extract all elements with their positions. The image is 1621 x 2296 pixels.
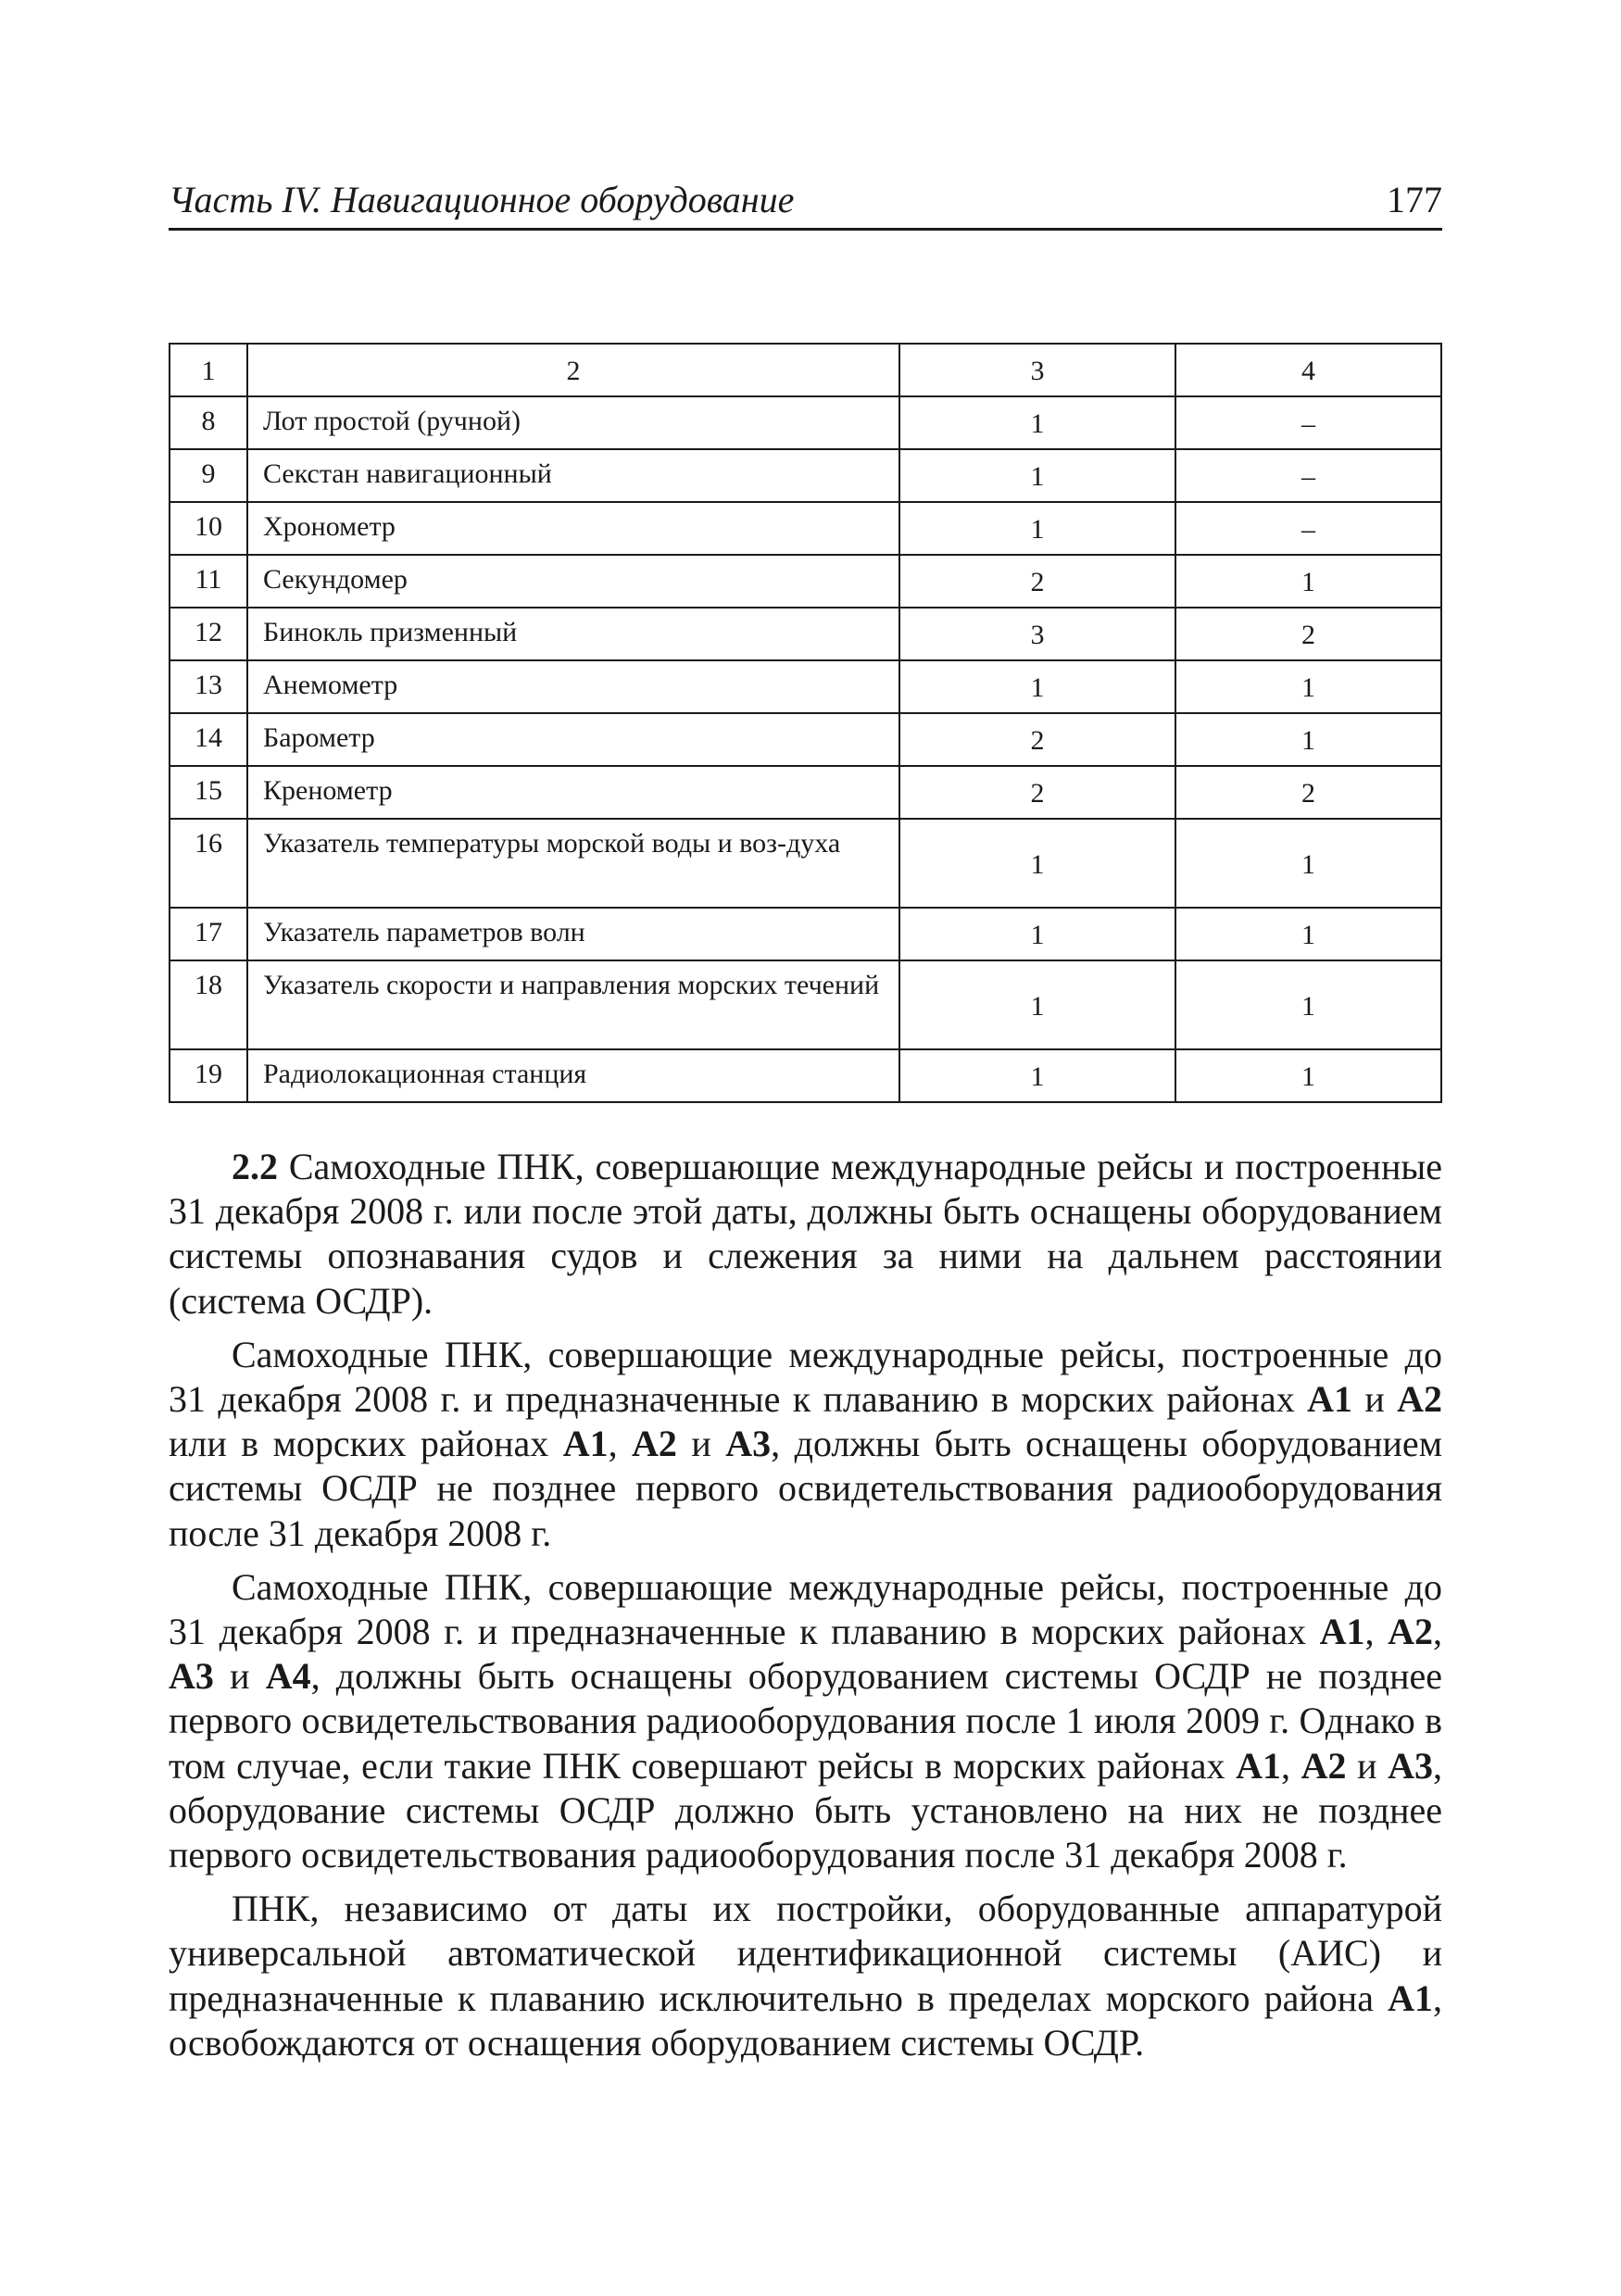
quantity-col3: 2: [899, 766, 1175, 819]
paragraph-text: , должны быть оснащены оборудованием системы ОСДР не позднее первого освидетельствования радиооборудования после 31 декабря 2008 г.: [169, 1423, 1442, 1554]
quantity-col3: 1: [899, 502, 1175, 555]
paragraph-text: Самоходные ПНК, совершающие международные рейсы, построенные до 31 декабря 2008 г. и предназначенные к плаванию в морских районах: [169, 1333, 1442, 1421]
paragraph-text: Самоходные ПНК, совершающие международные рейсы и построенные 31 декабря 2008 г. или после этой даты, должны быть оснащены оборудованием системы опознавания судов и слежения за ними на дальнем расстоянии (система ОСДР).: [169, 1146, 1442, 1322]
paragraph-text: ПНК, независимо от даты их постройки, оборудованные аппаратурой универсальной автоматической идентификационной системы (АИС) и предназначенные к плаванию исключительно в пределах морского района: [169, 1888, 1442, 2019]
row-number: 17: [170, 908, 247, 960]
row-number: 19: [170, 1049, 247, 1102]
sea-area-code: А2: [1388, 1611, 1434, 1653]
sea-area-code: А3: [725, 1423, 772, 1465]
paragraph-text: и: [213, 1655, 266, 1698]
body-text: [169, 1145, 1442, 2075]
quantity-col4: 1: [1175, 819, 1441, 908]
quantity-col4: 1: [1175, 1049, 1441, 1102]
equipment-name: Указатель скорости и направления морских течений: [247, 960, 899, 1049]
sea-area-code: А1: [562, 1423, 609, 1465]
quantity-col3: 2: [899, 555, 1175, 608]
quantity-col3: 2: [899, 713, 1175, 766]
paragraph-text: и: [1346, 1744, 1389, 1787]
quantity-col4: –: [1175, 502, 1441, 555]
page-number: 177: [1387, 179, 1442, 220]
paragraph: [169, 1565, 1442, 1877]
equipment-name: Бинокль призменный: [247, 608, 899, 660]
paragraph-text: , оборудование системы ОСДР должно быть установлено на них не позднее первого освидетельствования радиооборудования после 31 декабря 2008 г.: [169, 1744, 1443, 1876]
table-row: [170, 766, 1441, 819]
paragraph-text: ,: [1364, 1611, 1389, 1653]
table-header-cell: 2: [247, 344, 899, 396]
equipment-name: Лот простой (ручной): [247, 396, 899, 449]
row-number: 9: [170, 449, 247, 502]
quantity-col3: 1: [899, 396, 1175, 449]
row-number: 15: [170, 766, 247, 819]
equipment-name: Радиолокационная станция: [247, 1049, 899, 1102]
table-header-cell: 1: [170, 344, 247, 396]
quantity-col4: 1: [1175, 660, 1441, 713]
quantity-col3: 3: [899, 608, 1175, 660]
quantity-col4: –: [1175, 396, 1441, 449]
quantity-col4: 1: [1175, 908, 1441, 960]
row-number: 14: [170, 713, 247, 766]
table-row: [170, 396, 1441, 449]
row-number: 18: [170, 960, 247, 1049]
sea-area-code: А1: [1388, 1976, 1433, 2019]
quantity-col3: 1: [899, 449, 1175, 502]
quantity-col3: 1: [899, 908, 1175, 960]
table-row: [170, 908, 1441, 960]
table-row: [170, 819, 1441, 908]
table-row: [170, 608, 1441, 660]
equipment-name: Указатель параметров волн: [247, 908, 899, 960]
row-number: 8: [170, 396, 247, 449]
quantity-col4: 1: [1175, 713, 1441, 766]
equipment-name: Кренометр: [247, 766, 899, 819]
table-row: [170, 660, 1441, 713]
quantity-col4: 2: [1175, 766, 1441, 819]
paragraph: [169, 1333, 1442, 1556]
paragraph-text: , освобождаются от оснащения оборудованием системы ОСДР.: [169, 1976, 1442, 2064]
paragraph-text: и: [1351, 1378, 1398, 1421]
row-number: 13: [170, 660, 247, 713]
table-row: [170, 449, 1441, 502]
paragraph-text: Самоходные ПНК, совершающие международные рейсы, построенные до 31 декабря 2008 г. и предназначенные к плаванию в морских районах: [169, 1565, 1442, 1653]
page-header: [169, 174, 1442, 231]
table-row: [170, 555, 1441, 608]
sea-area-code: А2: [632, 1423, 677, 1465]
quantity-col3: 1: [899, 1049, 1175, 1102]
sea-area-code: А1: [1236, 1744, 1281, 1787]
sea-area-code: А1: [1307, 1378, 1352, 1421]
table-row: [170, 960, 1441, 1049]
sea-area-code: А4: [265, 1655, 311, 1698]
quantity-col3: 1: [899, 819, 1175, 908]
quantity-col4: 1: [1175, 555, 1441, 608]
row-number: 11: [170, 555, 247, 608]
equipment-name: Хронометр: [247, 502, 899, 555]
table-header-row: [170, 344, 1441, 396]
paragraph-text: ,: [608, 1423, 633, 1465]
paragraph-text: , должны быть оснащены оборудованием системы ОСДР не позднее первого освидетельствования радиооборудования после 1 июля 2009 г. Однако в том случае, если такие ПНК совершают рейсы в морских районах: [169, 1655, 1443, 1787]
row-number: 10: [170, 502, 247, 555]
quantity-col4: 2: [1175, 608, 1441, 660]
paragraph-text: ,: [1280, 1744, 1301, 1787]
quantity-col3: 1: [899, 660, 1175, 713]
quantity-col4: –: [1175, 449, 1441, 502]
table-header-cell: 3: [899, 344, 1175, 396]
paragraph-text: или в морских районах: [169, 1423, 563, 1465]
sea-area-code: А3: [1388, 1744, 1434, 1787]
table-row: [170, 502, 1441, 555]
table-row: [170, 1049, 1441, 1102]
paragraph: [169, 1887, 1442, 2065]
running-title: Часть IV. Навигационное оборудование: [169, 179, 795, 220]
equipment-table: [169, 343, 1442, 1103]
sea-area-code: А2: [1397, 1378, 1443, 1421]
equipment-name: Секстан навигационный: [247, 449, 899, 502]
table-header-cell: 4: [1175, 344, 1441, 396]
equipment-name: Секундомер: [247, 555, 899, 608]
row-number: 12: [170, 608, 247, 660]
equipment-name: Указатель температуры морской воды и воз-духа: [247, 819, 899, 908]
paragraph-text: ,: [1433, 1611, 1443, 1653]
equipment-name: Барометр: [247, 713, 899, 766]
sea-area-code: А1: [1319, 1611, 1365, 1653]
section-number: 2.2: [232, 1146, 278, 1187]
row-number: 16: [170, 819, 247, 908]
quantity-col4: 1: [1175, 960, 1441, 1049]
table-row: [170, 713, 1441, 766]
sea-area-code: А3: [169, 1655, 214, 1698]
sea-area-code: А2: [1301, 1744, 1347, 1787]
paragraph-2-2: [169, 1145, 1442, 1324]
quantity-col3: 1: [899, 960, 1175, 1049]
equipment-name: Анемометр: [247, 660, 899, 713]
paragraph-text: и: [676, 1423, 726, 1465]
